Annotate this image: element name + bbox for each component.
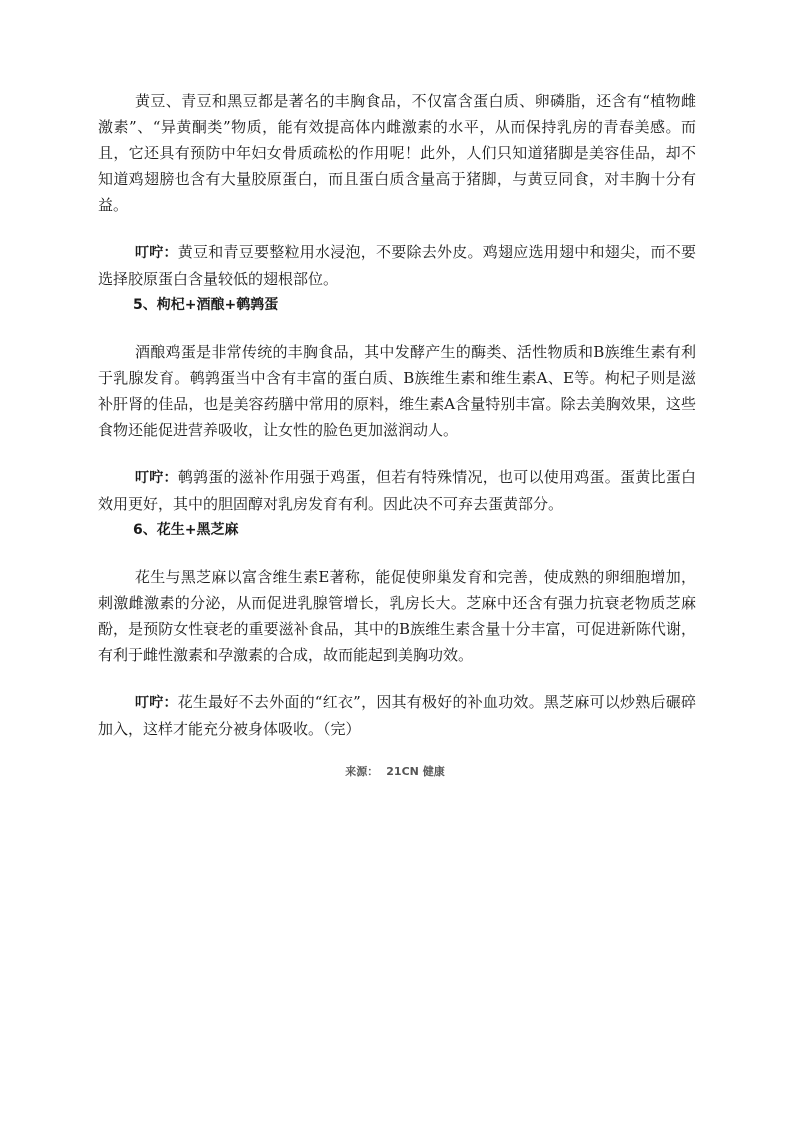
- tip-text: 花生最好不去外面的“红衣”，因其有极好的补血功效。黑芝麻可以炒熟后碾碎加入，这样才能充分被身体吸收。（完）: [98, 693, 696, 738]
- intro-paragraph: 黄豆、青豆和黑豆都是著名的丰胸食品，不仅富含蛋白质、卵磷脂，还含有“植物雌激素”、“异黄酮类”物质，能有效提高体内雌激素的水平，从而保持乳房的青春美感。而且，它还具有预防中年妇女骨质疏松的作用呢！此外，人们只知道猪脚是美容佳品，却不知道鸡翅膀也含有大量胶原蛋白，而且蛋白质含量高于猪脚，与黄豆同食，对丰胸十分有益。: [98, 92, 696, 214]
- section-heading-6: 6、花生+黑芝麻: [133, 522, 239, 538]
- intro-tip: [98, 239, 696, 292]
- tip-label: 叮咛：: [135, 245, 178, 261]
- tip-text: 黄豆和青豆要整粒用水浸泡，不要除去外皮。鸡翅应选用翅中和翅尖，而不要选择胶原蛋白含量较低的翅根部位。: [98, 243, 696, 288]
- tip-label: 叮咛：: [135, 470, 178, 486]
- section-6-tip: [98, 689, 696, 742]
- source-line: [98, 763, 696, 779]
- section-6-body: 花生与黑芝麻以富含维生素E著称，能促使卵巢发育和完善，使成熟的卵细胞增加，刺激雌激素的分泌，从而促进乳腺管增长，乳房长大。芝麻中还含有强力抗衰老物质芝麻酚，是预防女性衰老的重要滋补食品，其中的B族维生素含量十分丰富，可促进新陈代谢，有利于雌性激素和孕激素的合成，故而能起到美胸功效。: [98, 568, 696, 664]
- tip-label: 叮咛：: [135, 695, 178, 711]
- section-5-body: 酒酿鸡蛋是非常传统的丰胸食品，其中发酵产生的酶类、活性物质和B族维生素有利于乳腺发育。鹌鹑蛋当中含有丰富的蛋白质、B族维生素和维生素A、E等。枸杞子则是滋补肝肾的佳品，也是美容药膳中常用的原料，维生素A含量特别丰富。除去美胸效果，这些食物还能促进营养吸收，让女性的脸色更加滋润动人。: [98, 343, 696, 439]
- source-name: 21CN 健康: [386, 765, 445, 778]
- article-body: [98, 88, 696, 779]
- section-heading-5: 5、枸杞+酒酿+鹌鹑蛋: [133, 297, 279, 313]
- source-label: 来源：: [345, 765, 379, 778]
- section-5-tip: [98, 464, 696, 517]
- tip-text: 鹌鹑蛋的滋补作用强于鸡蛋，但若有特殊情况，也可以使用鸡蛋。蛋黄比蛋白效用更好，其中的胆固醇对乳房发育有利。因此决不可弃去蛋黄部分。: [98, 468, 696, 513]
